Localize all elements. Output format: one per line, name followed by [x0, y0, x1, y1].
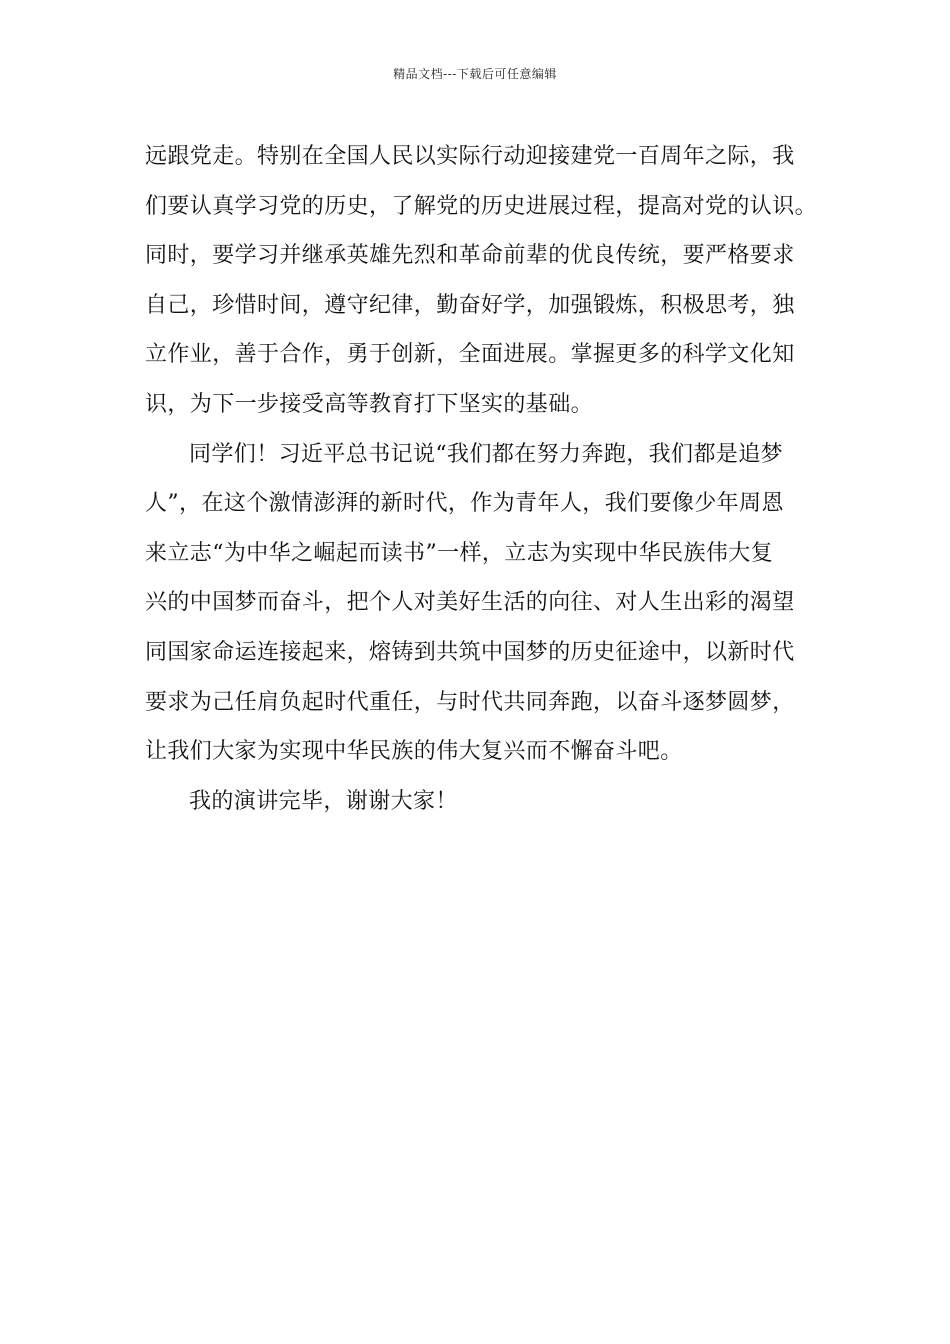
- text-line: 们要认真学习党的历史，了解党的历史进展过程，提高对党的认识。: [145, 193, 818, 219]
- text-line: 人”，在这个激情澎湃的新时代，作为青年人，我们要像少年周恩: [145, 491, 784, 517]
- text-line: 兴的中国梦而奋斗，把个人对美好生活的向往、对人生出彩的渴望: [145, 590, 795, 616]
- text-line: 同学们！习近平总书记说“我们都在努力奔跑，我们都是追梦: [189, 441, 784, 467]
- paragraph-2: [145, 430, 815, 777]
- text-line: 同国家命运连接起来，熔铸到共筑中国梦的历史征途中，以新时代: [145, 639, 795, 665]
- text-line: 立作业，善于合作，勇于创新，全面进展。掌握更多的科学文化知: [145, 342, 795, 368]
- text-line: 要求为己任肩负起时代重任，与时代共同奔跑，以奋斗逐梦圆梦，: [145, 689, 795, 715]
- paragraph-1: [145, 132, 818, 430]
- paragraph-3: [145, 777, 815, 827]
- text-line: 我的演讲完毕，谢谢大家！: [189, 788, 458, 814]
- text-line: 来立志“为中华之崛起而读书”一样，立志为实现中华民族伟大复: [145, 540, 774, 566]
- text-line: 自己，珍惜时间，遵守纪律，勤奋好学，加强锻炼，积极思考，独: [145, 292, 795, 318]
- text-line: 同时，要学习并继承英雄先烈和革命前辈的优良传统，要严格要求: [145, 243, 795, 269]
- page-header: 精品文档---下载后可任意编辑: [393, 67, 557, 81]
- text-line: 识，为下一步接受高等教育打下坚实的基础。: [145, 391, 594, 417]
- document-body: [145, 132, 818, 826]
- text-line: 让我们大家为实现中华民族的伟大复兴而不懈奋斗吧。: [145, 739, 683, 765]
- text-line: 远跟党走。特别在全国人民以实际行动迎接建党一百周年之际，我: [145, 144, 795, 169]
